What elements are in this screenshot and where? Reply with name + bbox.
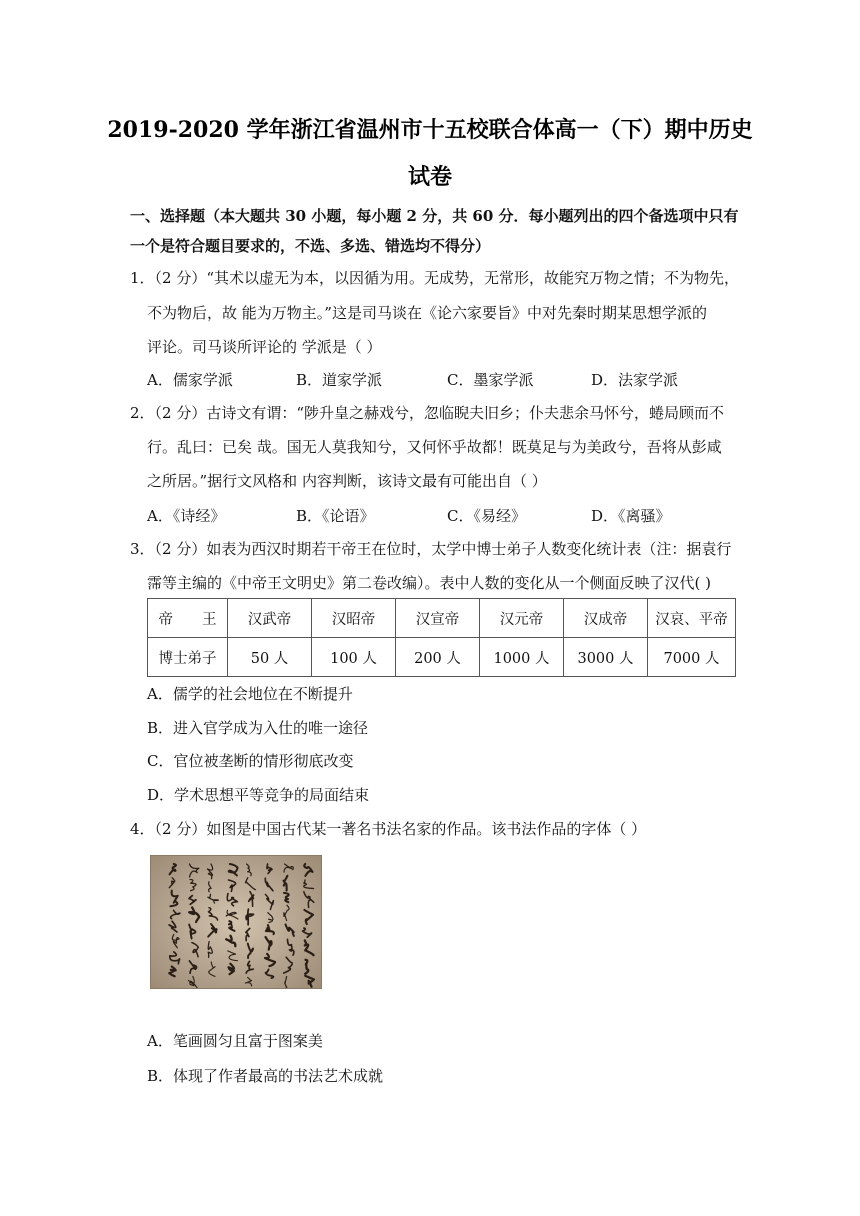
q2-option-d[interactable]: D．《离骚》 (591, 507, 671, 525)
q3-text-line1: 3．（2 分）如表为西汉时期若干帝王在位时，太学中博士弟子人数变化统计表（注：据袁行 (130, 540, 732, 558)
table-cell: 50 人 (228, 638, 312, 677)
table-cell: 7000 人 (648, 638, 736, 677)
calligraphy-image (150, 855, 322, 989)
q2-option-b[interactable]: B．《论语》 (296, 507, 375, 525)
q4-option-a[interactable]: A．笔画圆匀且富于图案美 (147, 1032, 323, 1050)
q2-text-line1: 2．（2 分）古诗文有谓：“陟升皇之赫戏兮，忽临睨夫旧乡；仆夫悲余马怀兮，蜷局顾而不 (130, 404, 725, 422)
table-cell: 1000 人 (480, 638, 564, 677)
q2-text-line3: 之所居。”据行文风格和 内容判断，该诗文最有可能出自（ ） (147, 472, 547, 490)
q3-text-line2: 霈等主编的《中帝王文明史》第二卷改编）。表中人数的变化从一个侧面反映了汉代( ) (147, 574, 711, 592)
q2-option-c[interactable]: C．《易经》 (447, 507, 526, 525)
table-row (148, 638, 736, 677)
q1-text-line1: 1．（2 分）“其术以虚无为本，以因循为用。无成势，无常形，故能究万物之情；不为物先， (130, 269, 740, 287)
q3-option-b[interactable]: B．进入官学成为入仕的唯一途径 (147, 719, 369, 737)
q3-option-a[interactable]: A．儒学的社会地位在不断提升 (147, 685, 353, 703)
table-cell: 3000 人 (564, 638, 648, 677)
q4-option-b[interactable]: B．体现了作者最高的书法艺术成就 (147, 1067, 384, 1085)
table-header-cell: 汉昭帝 (312, 599, 396, 638)
q1-option-a[interactable]: A．儒家学派 (147, 371, 233, 389)
q3-option-d[interactable]: D．学术思想平等竞争的局面结束 (147, 786, 370, 804)
q1-text-line2: 不为物后，故 能为万物主。”这是司马谈在《论六家要旨》中对先秦时期某思想学派的 (147, 304, 707, 322)
table-header-cell: 汉哀、平帝 (648, 599, 736, 638)
q4-text-line1: 4．（2 分）如图是中国古代某一著名书法名家的作品。该书法作品的字体（ ） (130, 820, 647, 838)
table-cell: 100 人 (312, 638, 396, 677)
calligraphy-artwork (151, 856, 321, 988)
q1-text-line3: 评论。司马谈所评论的 学派是（ ） (147, 338, 382, 356)
table-cell: 博士弟子 (148, 638, 228, 677)
q1-option-b[interactable]: B．道家学派 (296, 371, 383, 389)
q3-option-c[interactable]: C．官位被垄断的情形彻底改变 (147, 752, 354, 770)
section-heading: 一、选择题（本大题共 30 小题，每小题 2 分，共 60 分．每小题列出的四个备选项中只有 (130, 207, 739, 225)
q1-option-c[interactable]: C．墨家学派 (447, 371, 534, 389)
exam-title: 2019-2020 学年浙江省温州市十五校联合体高一（下）期中历史 (107, 117, 753, 143)
exam-title-cont: 试卷 (407, 164, 452, 190)
table-header-cell: 汉成帝 (564, 599, 648, 638)
table-header-cell: 帝 王 (148, 599, 228, 638)
q1-option-d[interactable]: D．法家学派 (591, 371, 679, 389)
q2-text-line2: 行。乱曰：已矣 哉。国无人莫我知兮，又何怀乎故都！既莫足与为美政兮，吾将从彭咸 (147, 438, 722, 456)
q2-option-a[interactable]: A．《诗经》 (147, 507, 226, 525)
table-row (148, 599, 736, 638)
table-header-cell: 汉武帝 (228, 599, 312, 638)
enrollment-table (147, 598, 736, 677)
table-cell: 200 人 (396, 638, 480, 677)
section-heading-cont: 一个是符合题目要求的，不选、多选、错选均不得分） (130, 237, 491, 255)
table-header-cell: 汉宣帝 (396, 599, 480, 638)
table-header-cell: 汉元帝 (480, 599, 564, 638)
